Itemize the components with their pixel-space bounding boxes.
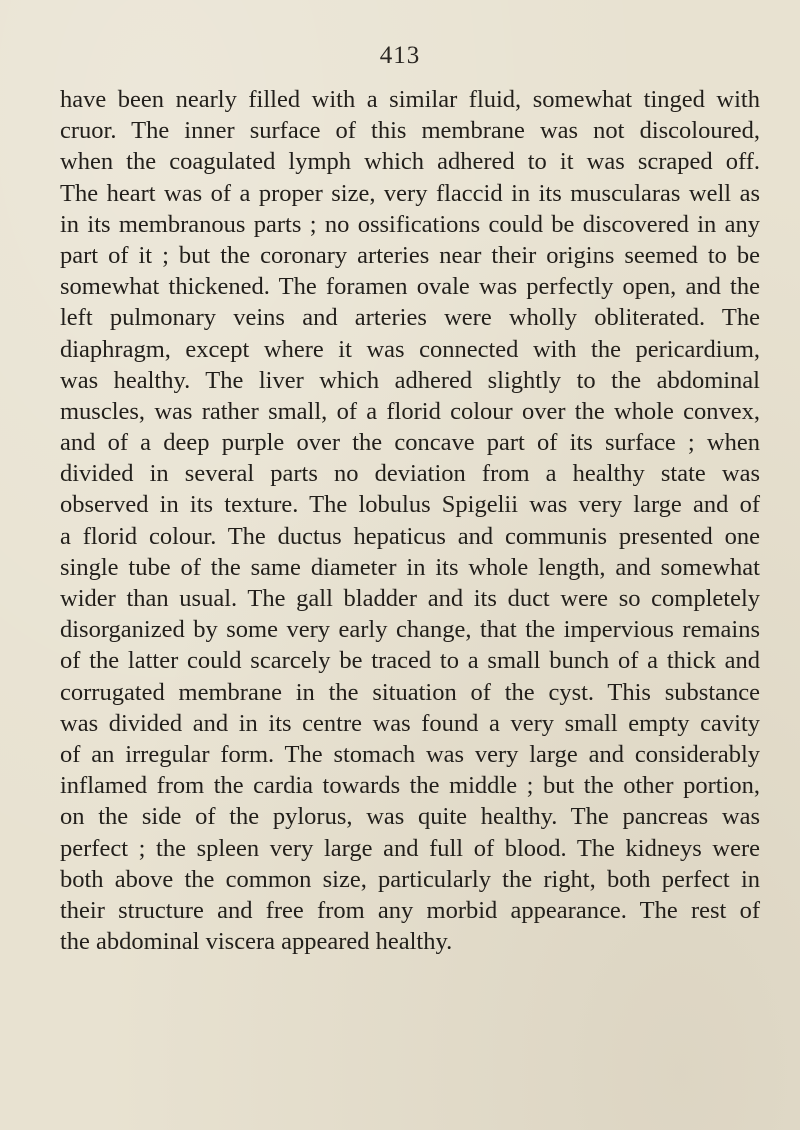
text-line: single tube of the same diameter in its whole length, and somewhat xyxy=(60,553,760,581)
text-line: disorganized by some very early change, that the impervious remains xyxy=(60,616,760,644)
text-line: both above the common size, particularly the right, both perfect in xyxy=(60,865,760,893)
text-line: observed in its texture. The lobulus Spigelii was very large and of xyxy=(60,491,760,519)
text-line: somewhat thickened. The foramen ovale was perfectly open, and the xyxy=(60,273,760,301)
text-line: a florid colour. The ductus hepaticus and communis presented one xyxy=(60,522,760,550)
text-line: their structure and free from any morbid appearance. The rest of xyxy=(60,896,760,924)
text-line: cruor. The inner surface of this membrane was not discoloured, xyxy=(60,117,760,145)
text-line: when the coagulated lymph which adhered to it was scraped off. xyxy=(60,148,760,176)
text-line: corrugated membrane in the situation of the cyst. This substance xyxy=(60,678,760,706)
text-line: of an irregular form. The stomach was very large and considerably xyxy=(60,740,760,768)
text-line: left pulmonary veins and arteries were wholly obliterated. The xyxy=(60,304,760,332)
text-line: in its membranous parts ; no ossifications could be discovered in any xyxy=(60,210,760,238)
text-line: divided in several parts no deviation from a healthy state was xyxy=(60,460,760,488)
text-line: part of it ; but the coronary arteries near their origins seemed to be xyxy=(60,241,760,269)
text-line: was divided and in its centre was found a very small empty cavity xyxy=(60,709,760,737)
text-line: the abdominal viscera appeared healthy. xyxy=(60,928,453,956)
text-line: of the latter could scarcely be traced to a small bunch of a thick and xyxy=(60,647,760,675)
text-line: perfect ; the spleen very large and full of blood. The kidneys were xyxy=(60,834,760,862)
text-line: on the side of the pylorus, was quite healthy. The pancreas was xyxy=(60,803,760,831)
text-line: The heart was of a proper size, very flaccid in its muscularas well as xyxy=(60,179,760,207)
text-line: and of a deep purple over the concave part of its surface ; when xyxy=(60,429,760,457)
text-line: was healthy. The liver which adhered slightly to the abdominal xyxy=(60,366,760,394)
page-number: 413 xyxy=(379,42,421,69)
text-line: muscles, was rather small, of a florid colour over the whole convex, xyxy=(60,397,760,425)
text-line: diaphragm, except where it was connected with the pericardium, xyxy=(60,335,760,363)
text-line: wider than usual. The gall bladder and its duct were so completely xyxy=(60,585,760,612)
text-line: inflamed from the cardia towards the middle ; but the other portion, xyxy=(60,772,760,800)
text-line: have been nearly filled with a similar fluid, somewhat tinged with xyxy=(60,86,760,113)
body-text xyxy=(60,84,760,957)
